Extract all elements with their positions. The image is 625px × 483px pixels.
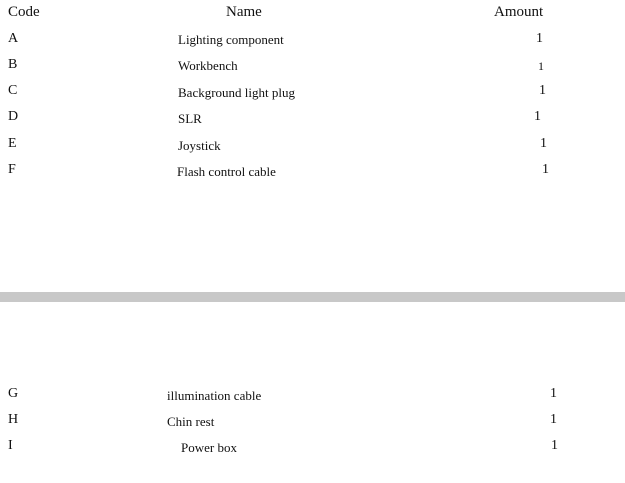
row-name: Flash control cable: [177, 164, 276, 179]
row-code: A: [8, 31, 19, 46]
row-code: I: [8, 438, 13, 453]
column-header-name: Name: [226, 4, 262, 20]
row-amount: 1: [539, 83, 546, 98]
row-name: Joystick: [178, 138, 221, 153]
row-code: F: [8, 162, 16, 177]
row-name: Lighting component: [178, 32, 284, 47]
row-amount: 1: [538, 59, 544, 73]
row-code: H: [8, 412, 19, 427]
section-divider: [0, 292, 625, 302]
row-code: B: [8, 57, 18, 72]
row-name: Power box: [181, 440, 237, 455]
column-header-code: Code: [8, 4, 40, 20]
row-amount: 1: [534, 109, 541, 124]
row-code: D: [8, 109, 19, 124]
row-name: Workbench: [178, 58, 238, 73]
row-amount: 1: [551, 438, 558, 453]
row-amount: 1: [542, 162, 549, 177]
row-name: Background light plug: [178, 85, 295, 100]
row-name: illumination cable: [167, 388, 262, 403]
row-code: G: [8, 386, 19, 401]
row-amount: 1: [536, 31, 543, 46]
row-code: E: [8, 136, 17, 151]
column-header-amount: Amount: [494, 4, 544, 20]
row-name: SLR: [178, 111, 202, 126]
row-name: Chin rest: [167, 414, 215, 429]
row-code: C: [8, 83, 18, 98]
row-amount: 1: [540, 136, 547, 151]
row-amount: 1: [550, 386, 557, 401]
row-amount: 1: [550, 412, 557, 427]
